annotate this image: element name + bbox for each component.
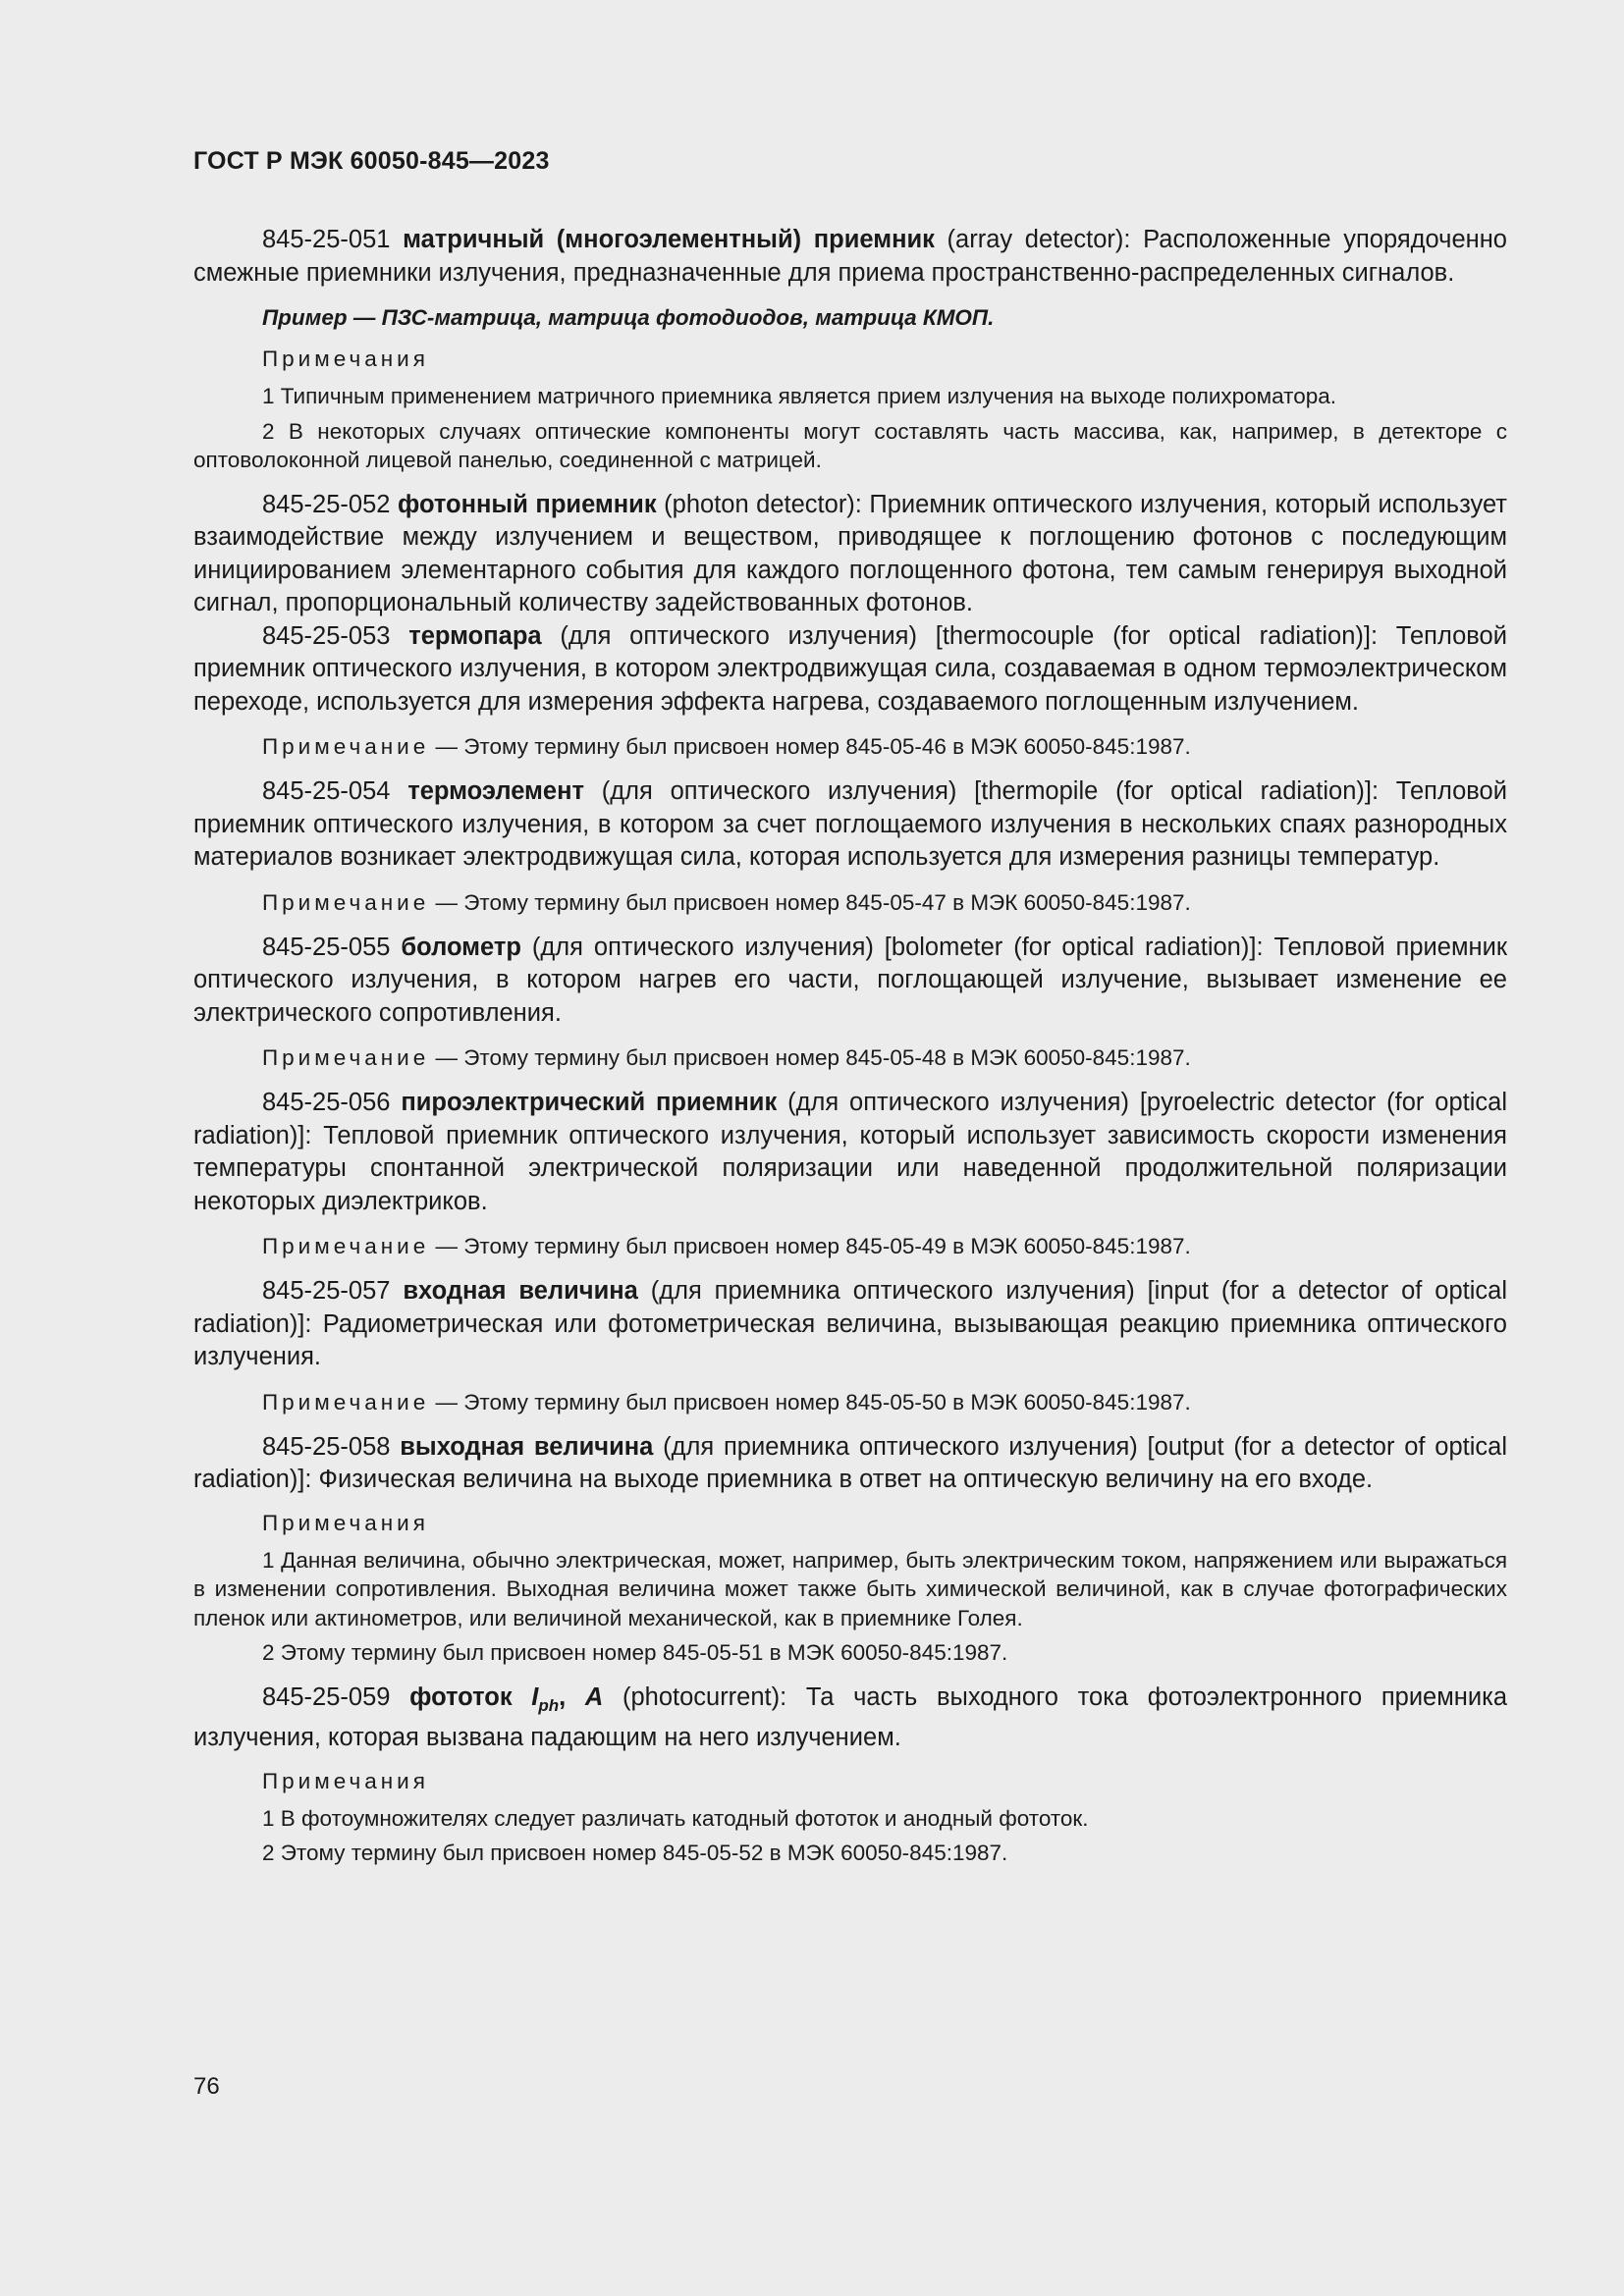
term-number: 845-25-054 — [262, 777, 391, 805]
term-entry — [193, 775, 1507, 875]
term-unit: A — [584, 1682, 604, 1711]
term-symbol: I — [531, 1682, 539, 1711]
note-item: 1 В фотоумножителях следует различать катодный фототок и анодный фототок. — [262, 1805, 1089, 1831]
term-definition: (для приемника оптического излучения) [input (for a detector of optical radiation)]: Радиометрическая или фотометрическая величина, вызывающая реакцию приемника оптического излучения. — [193, 1277, 1507, 1370]
term-name: выходная величина — [400, 1432, 654, 1461]
term-note — [193, 888, 1507, 918]
term-number: 845-25-052 — [262, 490, 391, 518]
note-text: — Этому термину был присвоен номер 845-05-46 в МЭК 60050-845:1987. — [429, 734, 1191, 759]
term-number: 845-25-053 — [262, 621, 391, 650]
term-definition: (для оптического излучения) [thermocouple (for optical radiation)]: Тепловой приемник оптического излучения, в котором электродвижущая сила, создаваемая в одном термоэлектрическом переходе, используется для измерения эффекта нагрева, создаваемого поглощенным излучением. — [193, 621, 1507, 716]
term-number: 845-25-055 — [262, 933, 391, 961]
term-entry — [193, 1431, 1507, 1497]
term-entry — [193, 1275, 1507, 1374]
term-definition: (photocurrent): Та часть выходного тока фотоэлектронного приемника излучения, которая вызвана падающим на него излучением. — [193, 1682, 1507, 1751]
note-text: — Этому термину был присвоен номер 845-05-48 в МЭК 60050-845:1987. — [429, 1045, 1191, 1070]
term-note — [193, 1043, 1507, 1073]
notes-title: Примечания — [262, 1768, 429, 1793]
term-name: входная величина — [403, 1277, 638, 1305]
term-definition: (для оптического излучения) [pyroelectric detector (for optical radiation)]: Тепловой приемник оптического излучения, который использует зависимость скорости изменения температуры спонтанной электрической поляризации или наведенной продолжительной поляризации некоторых диэлектриков. — [193, 1089, 1507, 1215]
term-name: фотонный приемник — [397, 490, 657, 518]
note-label: Примечание — [262, 889, 430, 915]
note-text: — Этому термину был присвоен номер 845-05-47 в МЭК 60050-845:1987. — [429, 889, 1191, 915]
term-definition: (для оптического излучения) [thermopile (for optical radiation)]: Тепловой приемник оптического излучения, в котором за счет поглощаемого излучения в нескольких спаях разнородных материалов возникает электродвижущая сила, которая используется для измерения разницы температур. — [193, 777, 1507, 871]
term-entry: 845-25-059 фототок $I_{ph}$, A (photocurrent): Та часть выходного тока фотоэлектронного приемника излучения, которая вызвана падающим на него излучением. — [193, 1682, 1507, 1751]
note-item: 2 Этому термину был присвоен номер 845-05-52 в МЭК 60050-845:1987. — [262, 1841, 1008, 1865]
term-definition: (array detector): Расположенные упорядоченно смежные приемники излучения, предназначенные для приема пространственно-распределенных сигналов. — [193, 226, 1507, 287]
notes-title: Примечания — [262, 1510, 429, 1535]
note-label: Примечание — [262, 1045, 430, 1070]
term-note — [193, 1232, 1507, 1261]
term-name: пироэлектрический приемник — [401, 1089, 778, 1116]
note-label: Примечание — [262, 734, 430, 759]
term-number: 845-25-058 — [262, 1432, 391, 1461]
note-item: 2 В некоторых случаях оптические компоненты могут составлять часть массива, как, например, в детекторе с оптоволоконной лицевой панелью, соединенной с матрицей. — [193, 418, 1507, 472]
term-entry — [193, 489, 1507, 620]
term-note — [193, 732, 1507, 762]
term-name: термопара — [408, 621, 542, 650]
note-label: Примечание — [262, 1234, 430, 1258]
note-text: — Этому термину был присвоен номер 845-05-50 в МЭК 60050-845:1987. — [429, 1389, 1191, 1415]
document-header: ГОСТ Р МЭК 60050-845—2023 — [193, 147, 550, 175]
term-note — [193, 1388, 1507, 1417]
note-item: 2 Этому термину был присвоен номер 845-05-51 в МЭК 60050-845:1987. — [262, 1640, 1008, 1665]
page-number: 76 — [193, 2073, 220, 2100]
term-number: 845-25-056 — [262, 1089, 391, 1116]
term-symbol-subscript: ph — [538, 1695, 560, 1715]
document-body — [193, 224, 1507, 1868]
note-text: — Этому термину был присвоен номер 845-05-49 в МЭК 60050-845:1987. — [429, 1234, 1191, 1258]
term-number: 845-25-051 — [262, 226, 391, 253]
term-entry — [193, 932, 1507, 1031]
term-name: матричный (многоэлементный) приемник — [403, 226, 935, 253]
notes-title: Примечания — [262, 347, 429, 371]
term-definition: (для оптического излучения) [bolometer (for optical radiation)]: Тепловой приемник оптического излучения, в котором нагрев его части, поглощающей излучение, вызывает изменение ее электрического сопротивления. — [193, 933, 1507, 1027]
term-definition: (photon detector): Приемник оптического излучения, который использует взаимодействие между излучением и веществом, приводящее к поглощению фотонов с последующим инициированием элементарного события для каждого поглощенного фотона, тем самым генерируя выходной сигнал, пропорциональный количеству задействованных фотонов. — [193, 490, 1507, 616]
note-item: 1 Типичным применением матричного приемника является прием излучения на выходе полихроматора. — [262, 384, 1336, 408]
term-entry — [193, 1087, 1507, 1218]
term-name: болометр — [401, 933, 521, 961]
term-example: Пример — ПЗС-матрица, матрица фотодиодов, матрица КМОП. — [262, 305, 995, 330]
term-name: фототок — [409, 1682, 513, 1711]
term-name: термоэлемент — [407, 777, 584, 805]
term-entry — [193, 620, 1507, 720]
term-number: 845-25-059 — [262, 1682, 391, 1711]
term-entry — [193, 224, 1507, 290]
note-item: 1 Данная величина, обычно электрическая, может, например, быть электрическим током, напряжением или выражаться в изменении сопротивления. Выходная величина может также быть химической величиной, как в случае фотографических пленок или актинометров, или величиной механической, как в приемнике Голея. — [193, 1547, 1507, 1630]
note-label: Примечание — [262, 1389, 430, 1415]
term-definition: (для приемника оптического излучения) [output (for a detector of optical radiation)]: Физическая величина на выходе приемника в ответ на оптическую величину на его входе. — [193, 1432, 1507, 1493]
term-number: 845-25-057 — [262, 1277, 391, 1305]
